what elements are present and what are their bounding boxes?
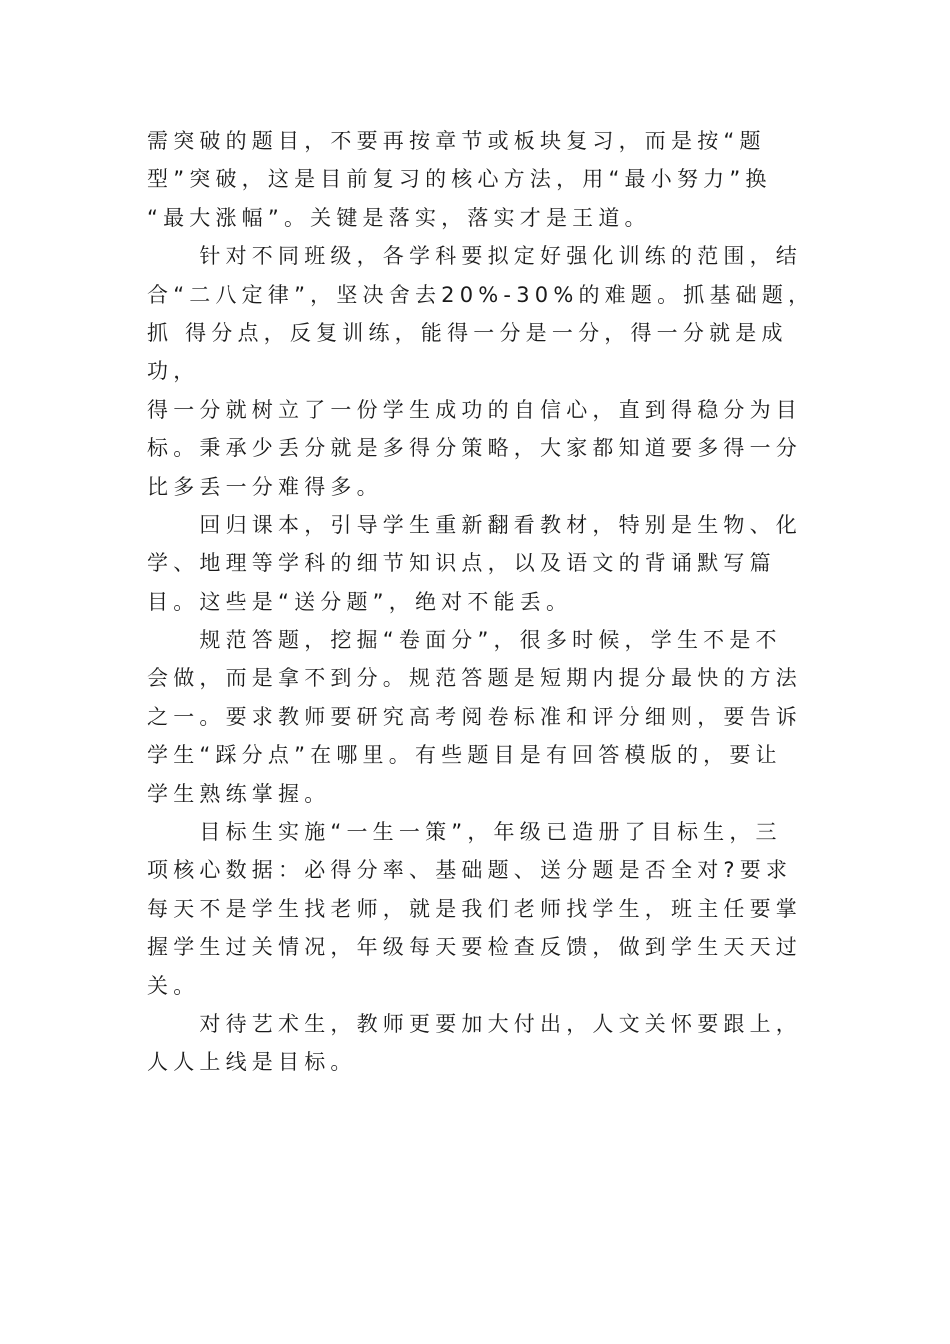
text-line: 规范答题，挖掘“卷面分”，很多时候，学生不是不 <box>147 628 782 653</box>
text-line: 之一。要求教师要研究高考阅卷标准和评分细则，要告诉 <box>147 704 802 729</box>
text-line: 每天不是学生找老师，就是我们老师找学生，班主任要掌 <box>147 896 802 921</box>
body-text <box>147 122 815 1082</box>
text-line: 比多丢一分难得多。 <box>147 474 383 499</box>
text-line: 回归课本，引导学生重新翻看教材，特别是生物、化 <box>147 512 802 537</box>
text-line: 对待艺术生，教师更要加大付出，人文关怀要跟上， <box>147 1011 802 1036</box>
text-line: 针对不同班级，各学科要拟定好强化训练的范围，结 <box>147 244 802 269</box>
text-line: 功， <box>147 359 200 384</box>
text-line: 学、地理等学科的细节知识点，以及语文的背诵默写篇 <box>147 551 776 576</box>
text-line: 标。秉承少丢分就是多得分策略，大家都知道要多得一分 <box>147 436 802 461</box>
text-line: 需突破的题目，不要再按章节或板块复习，而是按“题 <box>147 129 766 153</box>
text-line: 目标生实施“一生一策”，年级已造册了目标生，三 <box>147 820 782 845</box>
text-line: 人人上线是目标。 <box>147 1050 357 1075</box>
text-line: 得一分就树立了一份学生成功的自信心，直到得稳分为目 <box>147 397 802 422</box>
text-line: 握学生过关情况，年级每天要检查反馈，做到学生天天过 <box>147 935 802 960</box>
text-line: 学生“踩分点”在哪里。有些题目是有回答模版的，要让 <box>147 743 782 768</box>
text-line: 型”突破，这是目前复习的核心方法，用“最小努力”换 <box>147 167 772 192</box>
text-line: 关。 <box>147 973 200 998</box>
text-line: 学生熟练掌握。 <box>147 781 331 806</box>
text-line: 会做，而是拿不到分。规范答题是短期内提分最快的方法 <box>147 666 802 691</box>
text-line: 合“二八定律”，坚决舍去20%-30%的难题。抓基础题， <box>147 282 815 307</box>
text-line: 项核心数据：必得分率、基础题、送分题是否全对?要求 <box>147 858 793 883</box>
text-line: 抓 得分点，反复训练，能得一分是一分，得一分就是成 <box>147 320 788 345</box>
text-line: 目。这些是“送分题”，绝对不能丢。 <box>147 589 573 614</box>
text-line: “最大涨幅”。关键是落实，落实才是王道。 <box>147 205 651 230</box>
